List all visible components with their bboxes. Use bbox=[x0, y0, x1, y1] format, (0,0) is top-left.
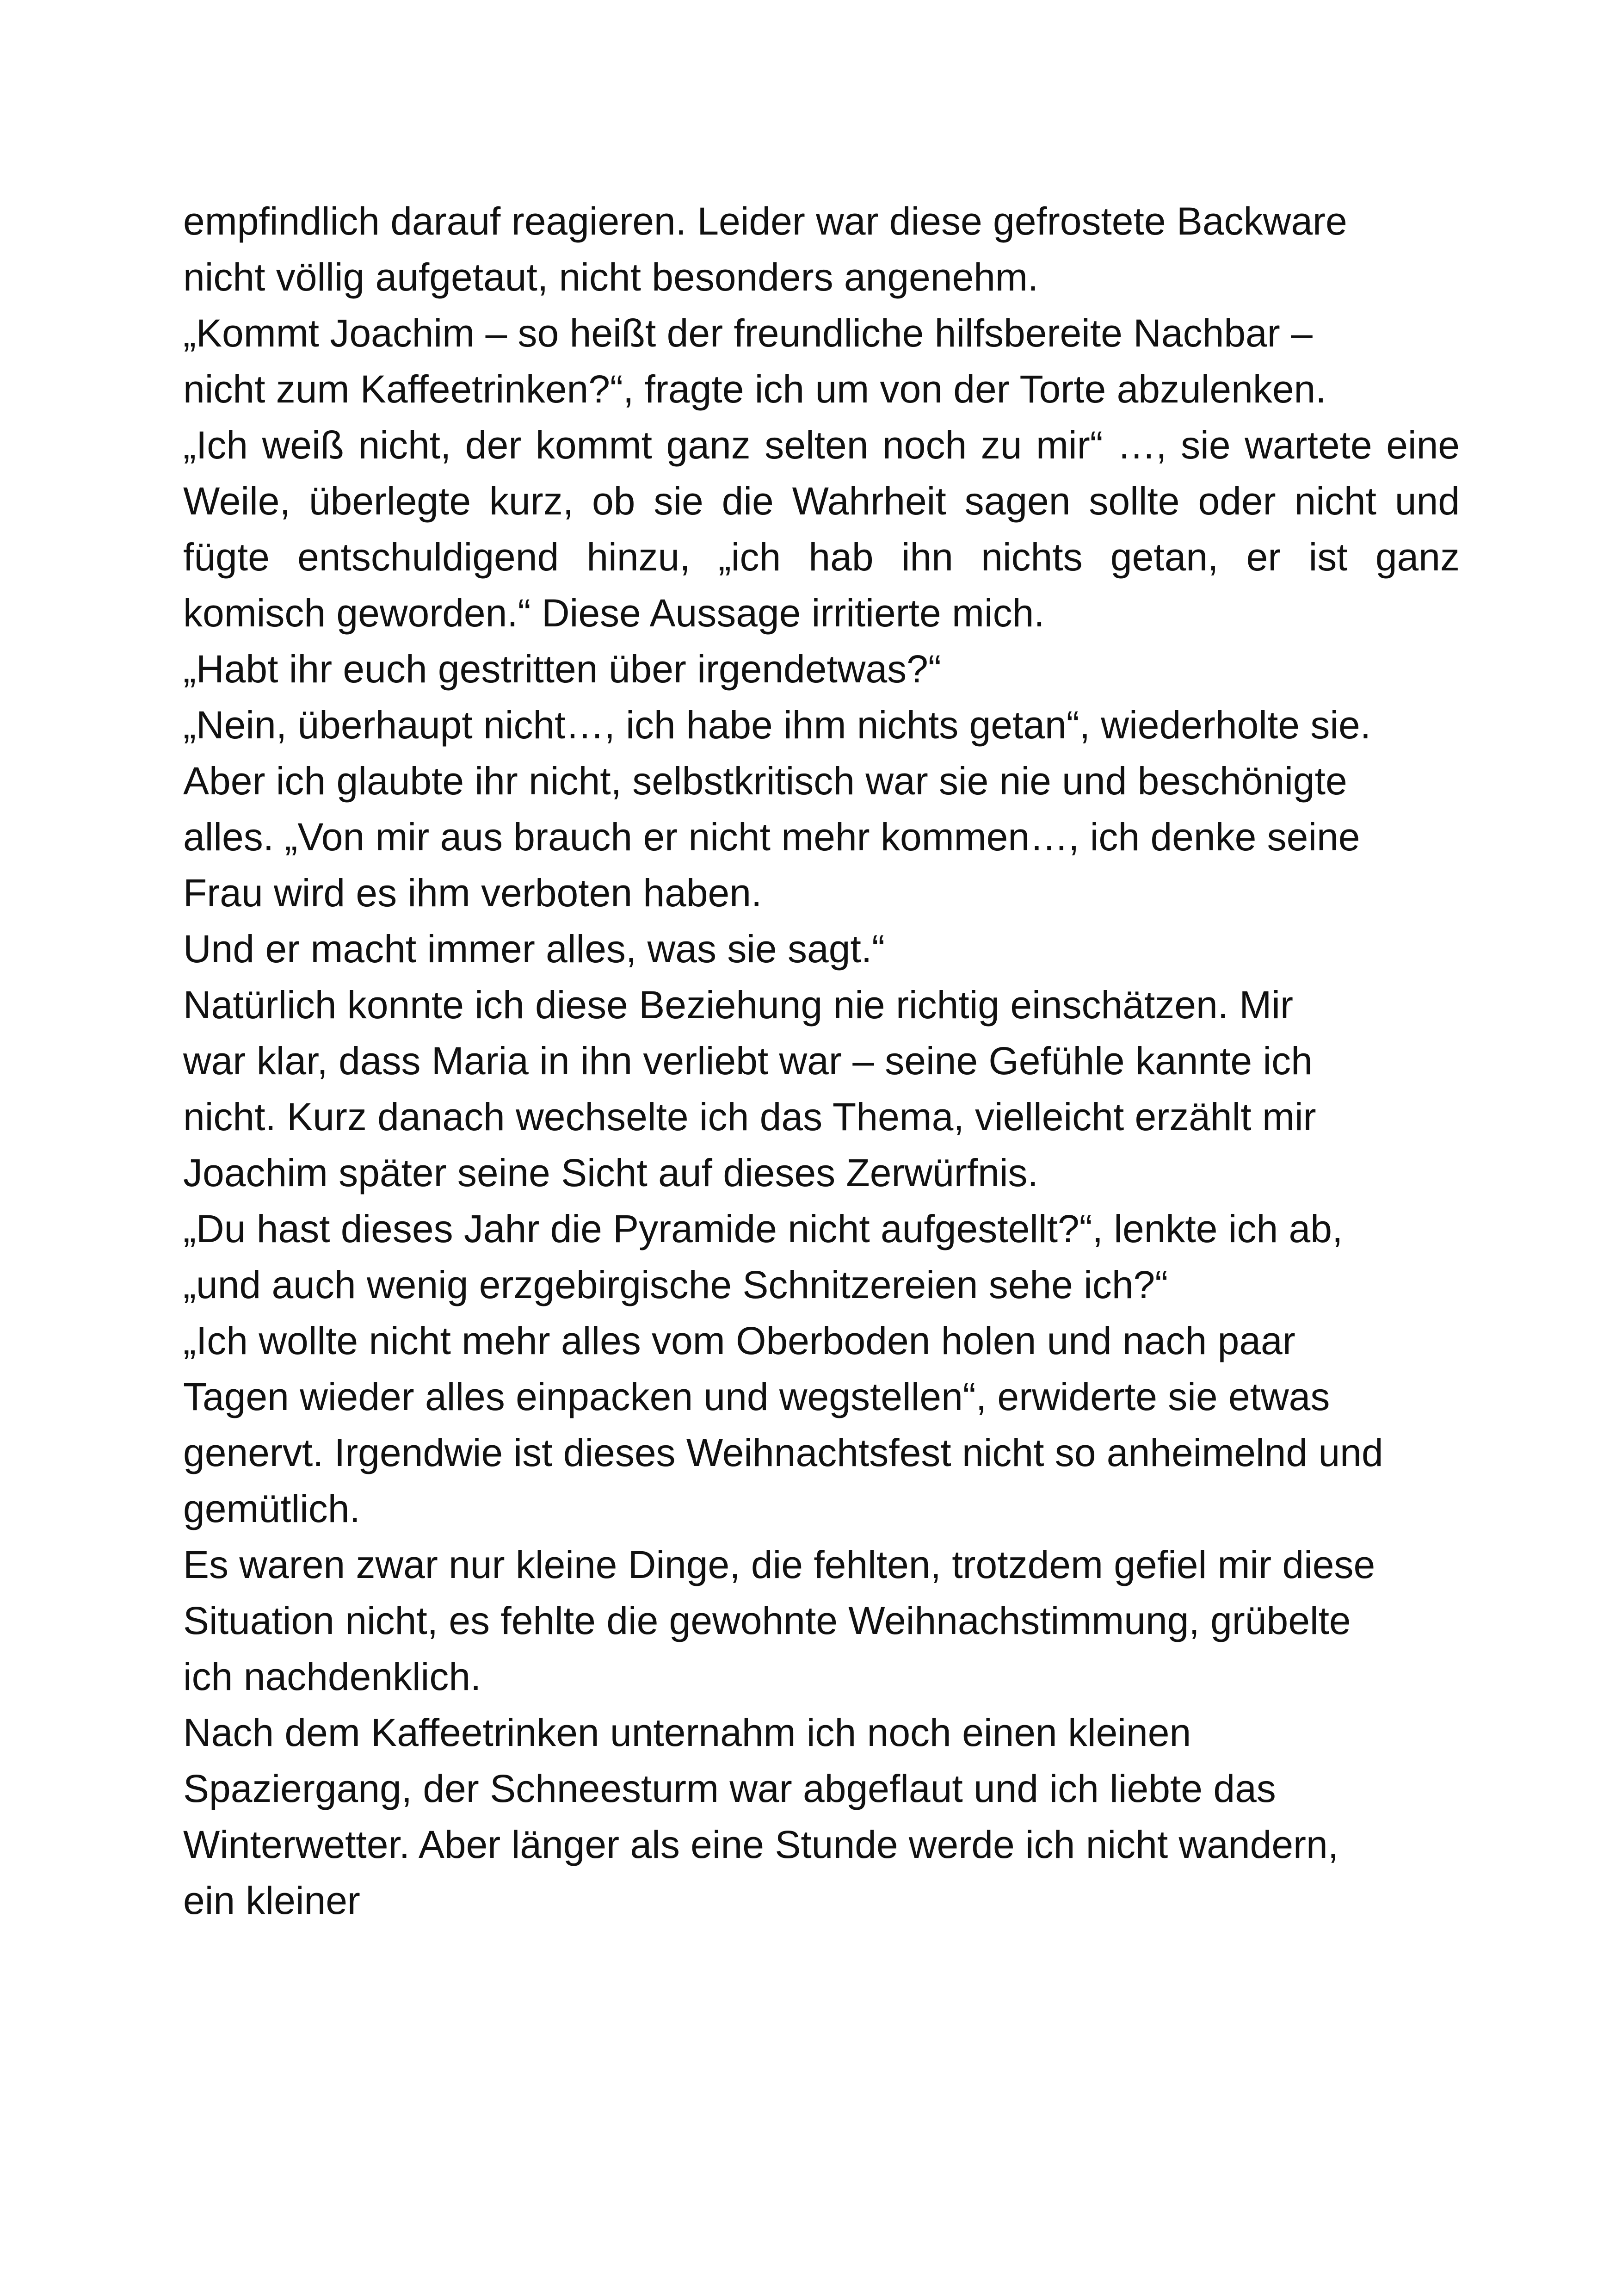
text-line: fügte entschuldigend hinzu, „ich hab ihn nichts getan, er ist ganz bbox=[183, 535, 1460, 579]
text-line: ein kleiner bbox=[183, 1879, 360, 1922]
text-line: gemütlich. bbox=[183, 1487, 360, 1530]
text-line: komisch geworden.“ Diese Aussage irritierte mich. bbox=[183, 591, 1045, 635]
text-line: nicht völlig aufgetaut, nicht besonders angenehm. bbox=[183, 255, 1039, 299]
text-line: Es waren zwar nur kleine Dinge, die fehlten, trotzdem gefiel mir diese bbox=[183, 1543, 1375, 1586]
text-line: „Nein, überhaupt nicht…, ich habe ihm nichts getan“, wiederholte sie. bbox=[183, 703, 1371, 747]
text-line: Frau wird es ihm verboten haben. bbox=[183, 871, 762, 915]
text-line: Situation nicht, es fehlte die gewohnte Weihnachstimmung, grübelte bbox=[183, 1599, 1351, 1642]
body-text bbox=[183, 193, 1460, 1929]
text-line: war klar, dass Maria in ihn verliebt war – seine Gefühle kannte ich bbox=[183, 1039, 1313, 1083]
text-line: Nach dem Kaffeetrinken unternahm ich noch einen kleinen bbox=[183, 1711, 1191, 1754]
text-line: Tagen wieder alles einpacken und wegstellen“, erwiderte sie etwas bbox=[183, 1375, 1330, 1418]
text-line: „Kommt Joachim – so heißt der freundliche hilfsbereite Nachbar – bbox=[183, 311, 1313, 355]
text-line: alles. „Von mir aus brauch er nicht mehr kommen…, ich denke seine bbox=[183, 815, 1360, 859]
text-line: Spaziergang, der Schneesturm war abgeflaut und ich liebte das bbox=[183, 1767, 1276, 1810]
text-line: genervt. Irgendwie ist dieses Weihnachtsfest nicht so anheimelnd und bbox=[183, 1431, 1383, 1474]
text-line: Weile, überlegte kurz, ob sie die Wahrheit sagen sollte oder nicht und bbox=[183, 479, 1460, 523]
text-line: nicht zum Kaffeetrinken?“, fragte ich um von der Torte abzulenken. bbox=[183, 367, 1326, 411]
text-line: Joachim später seine Sicht auf dieses Zerwürfnis. bbox=[183, 1151, 1038, 1194]
text-line: „Ich wollte nicht mehr alles vom Oberboden holen und nach paar bbox=[183, 1319, 1295, 1362]
text-line: Aber ich glaubte ihr nicht, selbstkritisch war sie nie und beschönigte bbox=[183, 759, 1347, 803]
text-line: empfindlich darauf reagieren. Leider war diese gefrostete Backware bbox=[183, 199, 1347, 243]
text-line: „Ich weiß nicht, der kommt ganz selten noch zu mir“ …, sie wartete eine bbox=[183, 423, 1460, 467]
text-line: „und auch wenig erzgebirgische Schnitzereien sehe ich?“ bbox=[183, 1263, 1168, 1306]
text-line: „Habt ihr euch gestritten über irgendetwas?“ bbox=[183, 647, 941, 691]
text-line: Natürlich konnte ich diese Beziehung nie richtig einschätzen. Mir bbox=[183, 983, 1293, 1027]
text-line: ich nachdenklich. bbox=[183, 1655, 481, 1698]
text-line: nicht. Kurz danach wechselte ich das Thema, vielleicht erzählt mir bbox=[183, 1095, 1316, 1139]
text-line: „Du hast dieses Jahr die Pyramide nicht aufgestellt?“, lenkte ich ab, bbox=[183, 1207, 1343, 1250]
text-line: Winterwetter. Aber länger als eine Stunde werde ich nicht wandern, bbox=[183, 1823, 1339, 1866]
text-line: Und er macht immer alles, was sie sagt.“ bbox=[183, 927, 885, 971]
